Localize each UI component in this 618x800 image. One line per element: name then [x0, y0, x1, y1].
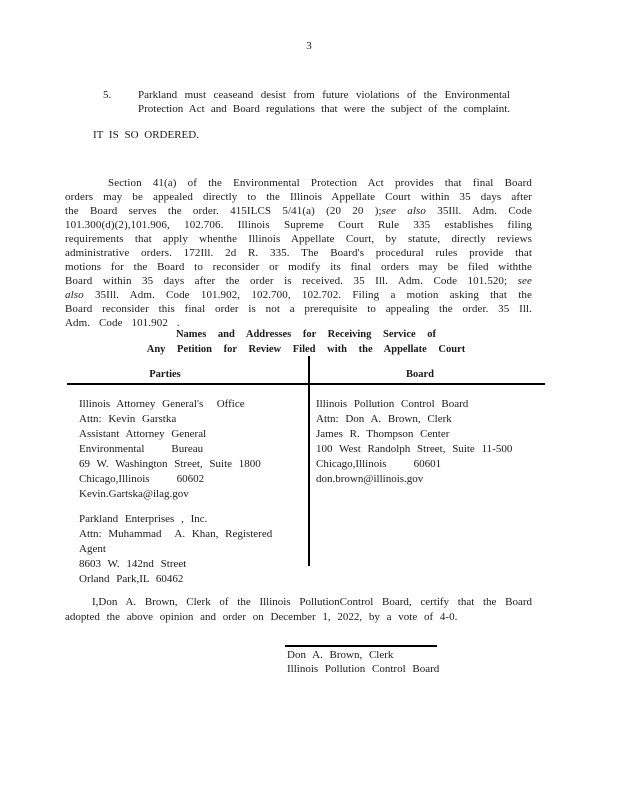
address-line: Environmental Bureau: [79, 443, 204, 455]
table-vertical-rule: [308, 356, 310, 566]
address-line-email: don.brown@illinois.gov: [316, 473, 424, 485]
signature-name: Don A. Brown, Clerk: [287, 649, 394, 661]
address-line-email: Kevin.Gartska@ilag.gov: [79, 488, 189, 500]
parties-column-header: Parties: [149, 369, 181, 380]
address-line: 8603 W. 142nd Street: [79, 558, 187, 570]
board-column-header: Board: [405, 369, 435, 380]
service-table-title: [67, 327, 545, 357]
see-also-citation: see also: [65, 275, 532, 301]
address-line: Attn: Kevin Garstka: [79, 413, 177, 425]
address-line: Orland Park,IL 60462: [79, 573, 184, 585]
appeal-notice-segment: 35Ill. Adm. Code 101.300(d)(2),101.906, 102.706. Illinois Supreme Court Rule 335 establishes filing requirements that apply whenthe Illinois Appellate Court, by statute, directly reviews administrative orders. 172Ill. 2d R. 335. The Board's procedural rules provide that motions for the Board to reconsider or modify its final orders may be filed withthe Board within 35 days after the order is received. 35 Ill. Adm. Code 101.520;: [65, 205, 532, 287]
table-horizontal-rule: [67, 383, 545, 385]
so-ordered-text: IT IS SO ORDERED.: [93, 129, 199, 141]
appeal-notice-paragraph: [65, 176, 532, 330]
signature-rule: [285, 645, 437, 647]
address-line: Assistant Attorney General: [79, 428, 207, 440]
order-item-text: Parkland must ceaseand desist from future violations of the Environmental Protection Act and Board regulations that were the subject of the complaint.: [138, 89, 510, 115]
parties-column: [79, 397, 299, 587]
page-number: 3: [306, 40, 312, 52]
address-line: Chicago,Illinois 60602: [79, 473, 205, 485]
address-line: Illinois Pollution Control Board: [316, 398, 469, 410]
address-line: Chicago,Illinois 60601: [316, 458, 442, 470]
order-item-number: 5.: [103, 89, 112, 101]
party-block-attorney-general: [79, 397, 299, 502]
address-line: Parkland Enterprises , Inc.: [79, 513, 208, 525]
appeal-notice-segment: Section 41(a) of the Environmental Protection Act provides that final Board orders may be appealed directly to the Illinois Appellate Court within 35 days after the Board serves the order. 415ILCS 5/41(a) (20 20 );: [65, 177, 532, 217]
address-line: 100 West Randolph Street, Suite 11-500: [316, 443, 513, 455]
address-line: Attn: Don A. Brown, Clerk: [316, 413, 452, 425]
party-block-parkland: [79, 512, 299, 587]
appeal-notice-segment: 35Ill. Adm. Code 101.902, 102.700, 102.702. Filing a motion asking that the Board reconsider this final order is not a prerequisite to appealing the order. 35 Ill. Adm. Code 101.902 .: [65, 289, 532, 329]
certification-paragraph: I,Don A. Brown, Clerk of the Illinois PollutionControl Board, certify that the Board adopted the above opinion and order on December 1, 2022, by a vote of 4-0.: [65, 596, 532, 623]
see-also-citation: see also: [381, 205, 426, 217]
table-title-line-2: Any Petition for Review Filed with the Appellate Court: [146, 344, 466, 355]
signature-organization: Illinois Pollution Control Board: [287, 663, 440, 675]
address-line: Attn: Muhammad A. Khan, Registered Agent: [79, 528, 279, 555]
address-line: Illinois Attorney General's Office: [79, 398, 245, 410]
board-column: [316, 397, 541, 487]
address-line: 69 W. Washington Street, Suite 1800: [79, 458, 261, 470]
address-line: James R. Thompson Center: [316, 428, 450, 440]
table-title-line-1: Names and Addresses for Receiving Service of: [175, 329, 437, 340]
